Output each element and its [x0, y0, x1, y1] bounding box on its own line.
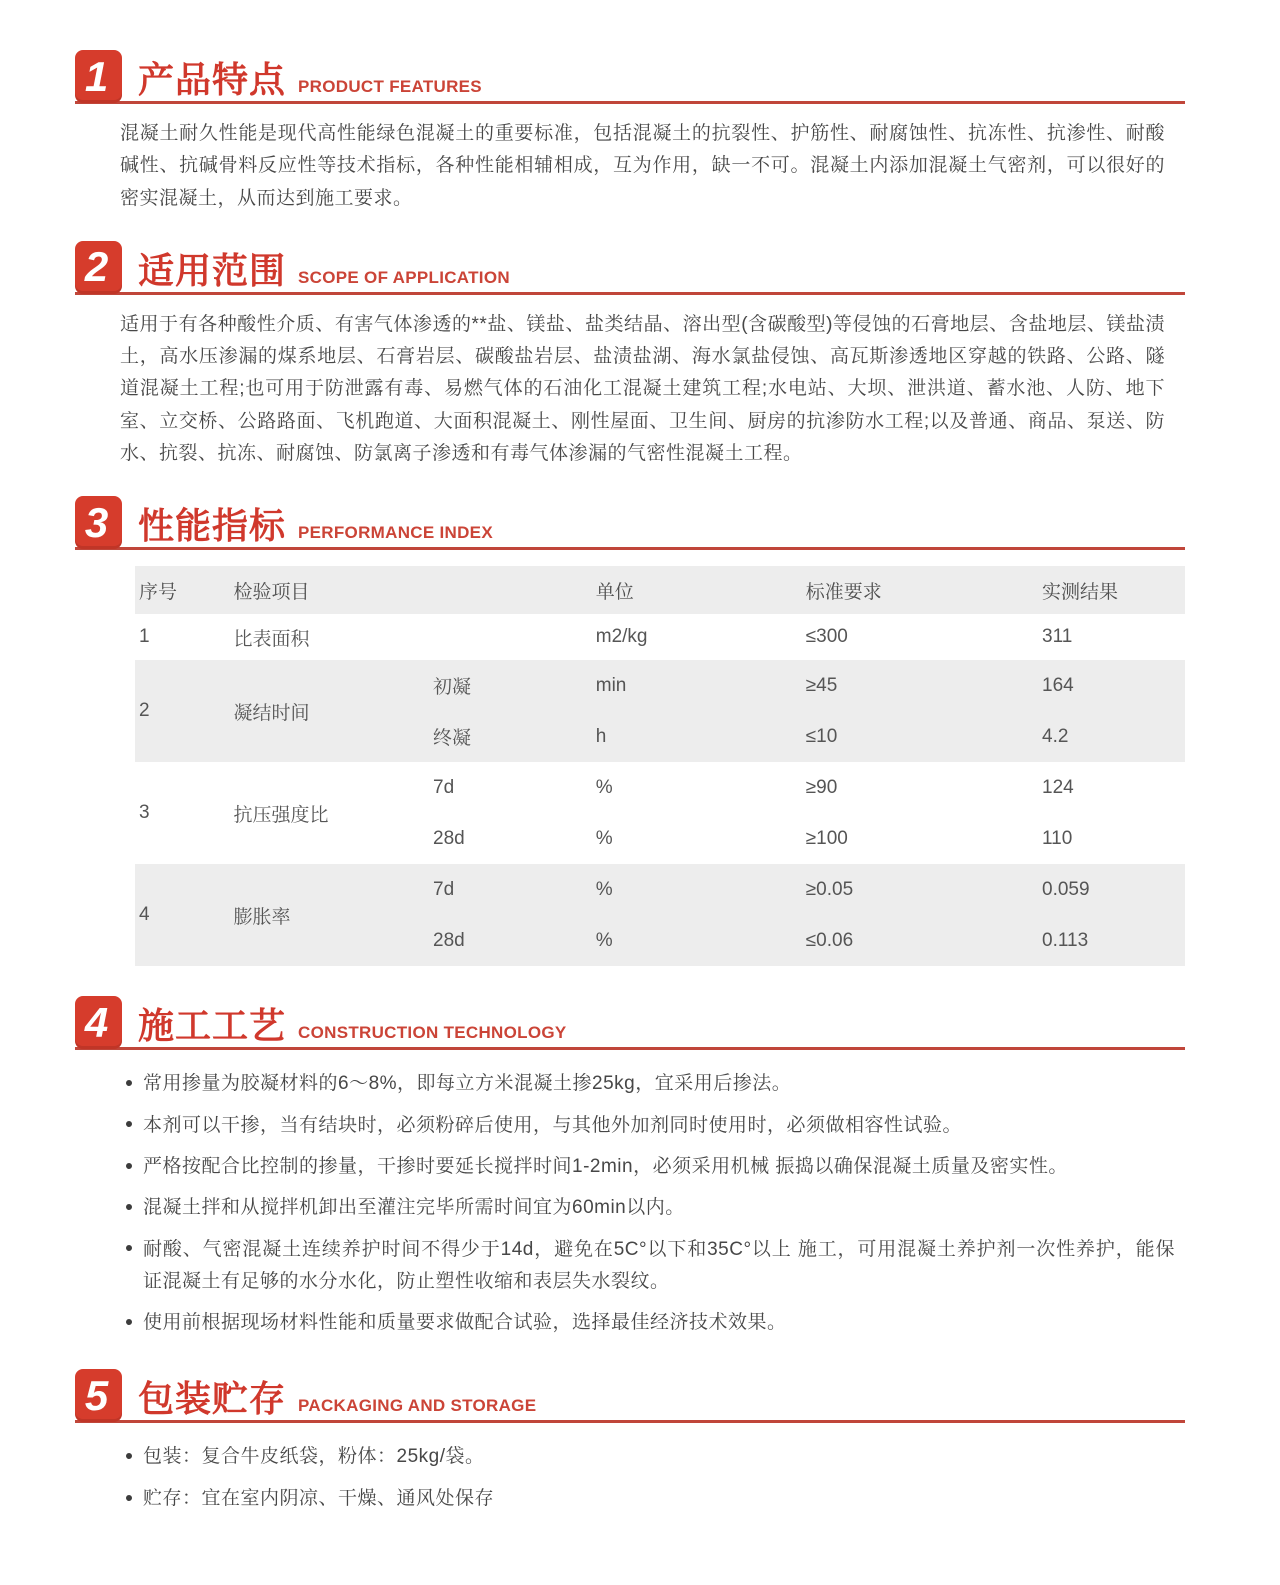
table-header-cell-sub: [429, 566, 592, 614]
section-performance-index: [75, 496, 1185, 966]
table-cell-result: 0.059: [1042, 878, 1090, 900]
table-row: [135, 614, 1185, 660]
section-header: [75, 1369, 1185, 1423]
packaging-bullet-list: [123, 1441, 1175, 1515]
list-item: 混凝土拌和从搅拌机卸出至灌注完毕所需时间宜为60min以内。: [123, 1192, 1175, 1224]
table-row: [135, 660, 1185, 711]
list-item: 本剂可以干掺，当有结块时，必须粉碎后使用，与其他外加剂同时使用时，必须做相容性试验。: [123, 1110, 1175, 1142]
section-title-zh: 施工工艺: [138, 1005, 287, 1047]
table-cell-unit: %: [595, 878, 613, 900]
section-number: 2: [84, 243, 109, 291]
table-row: [135, 864, 1185, 915]
table-cell-result: 124: [1042, 776, 1074, 798]
section-number: 1: [84, 52, 109, 100]
section-header: [75, 50, 1185, 104]
section-number-badge: [75, 996, 122, 1049]
section-title-zh: 包装贮存: [138, 1378, 287, 1420]
section-paragraph: 适用于有各种酸性介质、有害气体渗透的**盐、镁盐、盐类结晶、溶出型(含碳酸型)等侵蚀的石膏地层、含盐地层、镁盐渍土，高水压渗漏的煤系地层、石膏岩层、碳酸盐岩层、盐渍盐湖、海水氯盐侵蚀、高瓦斯渗透地区穿越的铁路、公路、隧道混凝土工程;也可用于防泄露有毒、易燃气体的石油化工混凝土建筑工程;水电站、大坝、泄洪道、蓄水池、人防、地下室、立交桥、公路路面、飞机跑道、大面积混凝土、刚性屋面、卫生间、厨房的抗渗防水工程;以及普通、商品、泵送、防水、抗裂、抗冻、耐腐蚀、防氯离子渗透和有毒气体渗漏的气密性混凝土工程。: [120, 313, 1165, 465]
table-cell-result: 110: [1042, 827, 1073, 849]
section-packaging-and-storage: [75, 1369, 1185, 1515]
table-cell-standard: ≤10: [805, 725, 838, 747]
section-title-en: CONSTRUCTION TECHNOLOGY: [298, 1023, 567, 1043]
section-number: 3: [84, 498, 109, 546]
section-title-en: PRODUCT FEATURES: [298, 77, 482, 96]
section-title-zh: 性能指标: [138, 505, 287, 547]
section-title-en: PERFORMANCE INDEX: [298, 523, 493, 543]
table-cell-item: 凝结时间: [233, 702, 310, 724]
table-cell-sub: 终凝: [433, 728, 472, 750]
table-cell-sub: 初凝: [433, 677, 472, 699]
section-construction-technology: [75, 996, 1185, 1339]
table-cell-sub: [429, 614, 592, 660]
table-cell-item: 抗压强度比: [233, 804, 329, 826]
table-cell-unit: %: [595, 776, 613, 798]
table-header-cell-unit: 单位: [595, 581, 634, 603]
section-title-en: SCOPE OF APPLICATION: [298, 267, 510, 287]
table-cell-no: 1: [139, 626, 150, 648]
table-cell-no: 2: [139, 700, 150, 722]
table-cell-no: 4: [139, 904, 150, 926]
table-cell-unit: h: [595, 725, 607, 747]
performance-index-table: [135, 566, 1185, 966]
table-cell-standard: ≥90: [805, 776, 838, 798]
table-cell-sub: 7d: [433, 776, 455, 798]
section-title-zh: 适用范围: [138, 249, 287, 291]
table-cell-standard: ≥100: [805, 827, 848, 849]
table-header-cell-result: 实测结果: [1042, 581, 1119, 603]
section-header: [75, 496, 1185, 550]
table-cell-item: 膨胀率: [233, 906, 291, 928]
table-cell-result: 0.113: [1042, 929, 1089, 951]
list-item: 耐酸、气密混凝土连续养护时间不得少于14d，避免在5C°以下和35C°以上 施工，可用混凝土养护剂一次性养护，能保证混凝土有足够的水分水化，防止塑性收缩和表层失水裂纹。: [123, 1234, 1175, 1299]
section-header: [75, 996, 1185, 1050]
table-cell-standard: ≤300: [805, 626, 848, 648]
table-cell-unit: %: [595, 929, 613, 951]
table-header-cell-item: 检验项目: [233, 581, 310, 603]
list-item: 严格按配合比控制的掺量，干掺时要延长搅拌时间1-2min，必须采用机械 振捣以确保混凝土质量及密实性。: [123, 1151, 1175, 1183]
table-header-cell-standard: 标准要求: [805, 581, 882, 603]
construction-bullet-list: [123, 1068, 1175, 1339]
section-number: 5: [84, 1371, 109, 1419]
section-number: 4: [84, 998, 109, 1046]
table-cell-standard: ≥45: [805, 674, 838, 696]
section-scope-of-application: [75, 241, 1185, 470]
section-number-badge: [75, 241, 122, 294]
list-item: 常用掺量为胶凝材料的6～8%，即每立方米混凝土掺25kg，宜采用后掺法。: [123, 1068, 1175, 1100]
table-cell-result: 311: [1042, 626, 1073, 648]
table-cell-item: 比表面积: [233, 628, 310, 650]
table-cell-sub: 28d: [433, 827, 465, 849]
table-cell-unit: min: [595, 674, 627, 696]
list-item: 包装：复合牛皮纸袋，粉体：25kg/袋。: [123, 1441, 1175, 1473]
table-cell-unit: %: [595, 827, 613, 849]
table-row: [135, 762, 1185, 813]
table-cell-no: 3: [139, 802, 150, 824]
list-item: 使用前根据现场材料性能和质量要求做配合试验，选择最佳经济技术效果。: [123, 1307, 1175, 1339]
section-title-en: PACKAGING AND STORAGE: [298, 1396, 537, 1416]
table-cell-result: 4.2: [1042, 725, 1069, 747]
section-number-badge: [75, 50, 122, 103]
table-cell-sub: 28d: [433, 929, 465, 951]
table-cell-unit: m2/kg: [595, 626, 648, 648]
table-cell-standard: ≥0.05: [805, 878, 854, 900]
section-number-badge: [75, 496, 122, 549]
table-cell-result: 164: [1042, 674, 1074, 696]
section-product-features: [75, 50, 1185, 215]
table-header-cell-no: 序号: [139, 581, 178, 603]
section-paragraph: 混凝土耐久性能是现代高性能绿色混凝土的重要标准，包括混凝土的抗裂性、护筋性、耐腐蚀性、抗冻性、抗渗性、耐酸碱性、抗碱骨料反应性等技术指标，各种性能相辅相成，互为作用，缺一不可。混凝土内添加混凝土气密剂，可以很好的密实混凝土，从而达到施工要求。: [120, 123, 1165, 209]
table-header-row: [135, 566, 1185, 614]
section-title-zh: 产品特点: [138, 59, 287, 100]
list-item: 贮存：宜在室内阴凉、干燥、通风处保存: [123, 1483, 1175, 1515]
section-number-badge: [75, 1369, 122, 1422]
table-cell-standard: ≤0.06: [805, 929, 854, 951]
section-header: [75, 241, 1185, 295]
table-cell-sub: 7d: [433, 878, 455, 900]
